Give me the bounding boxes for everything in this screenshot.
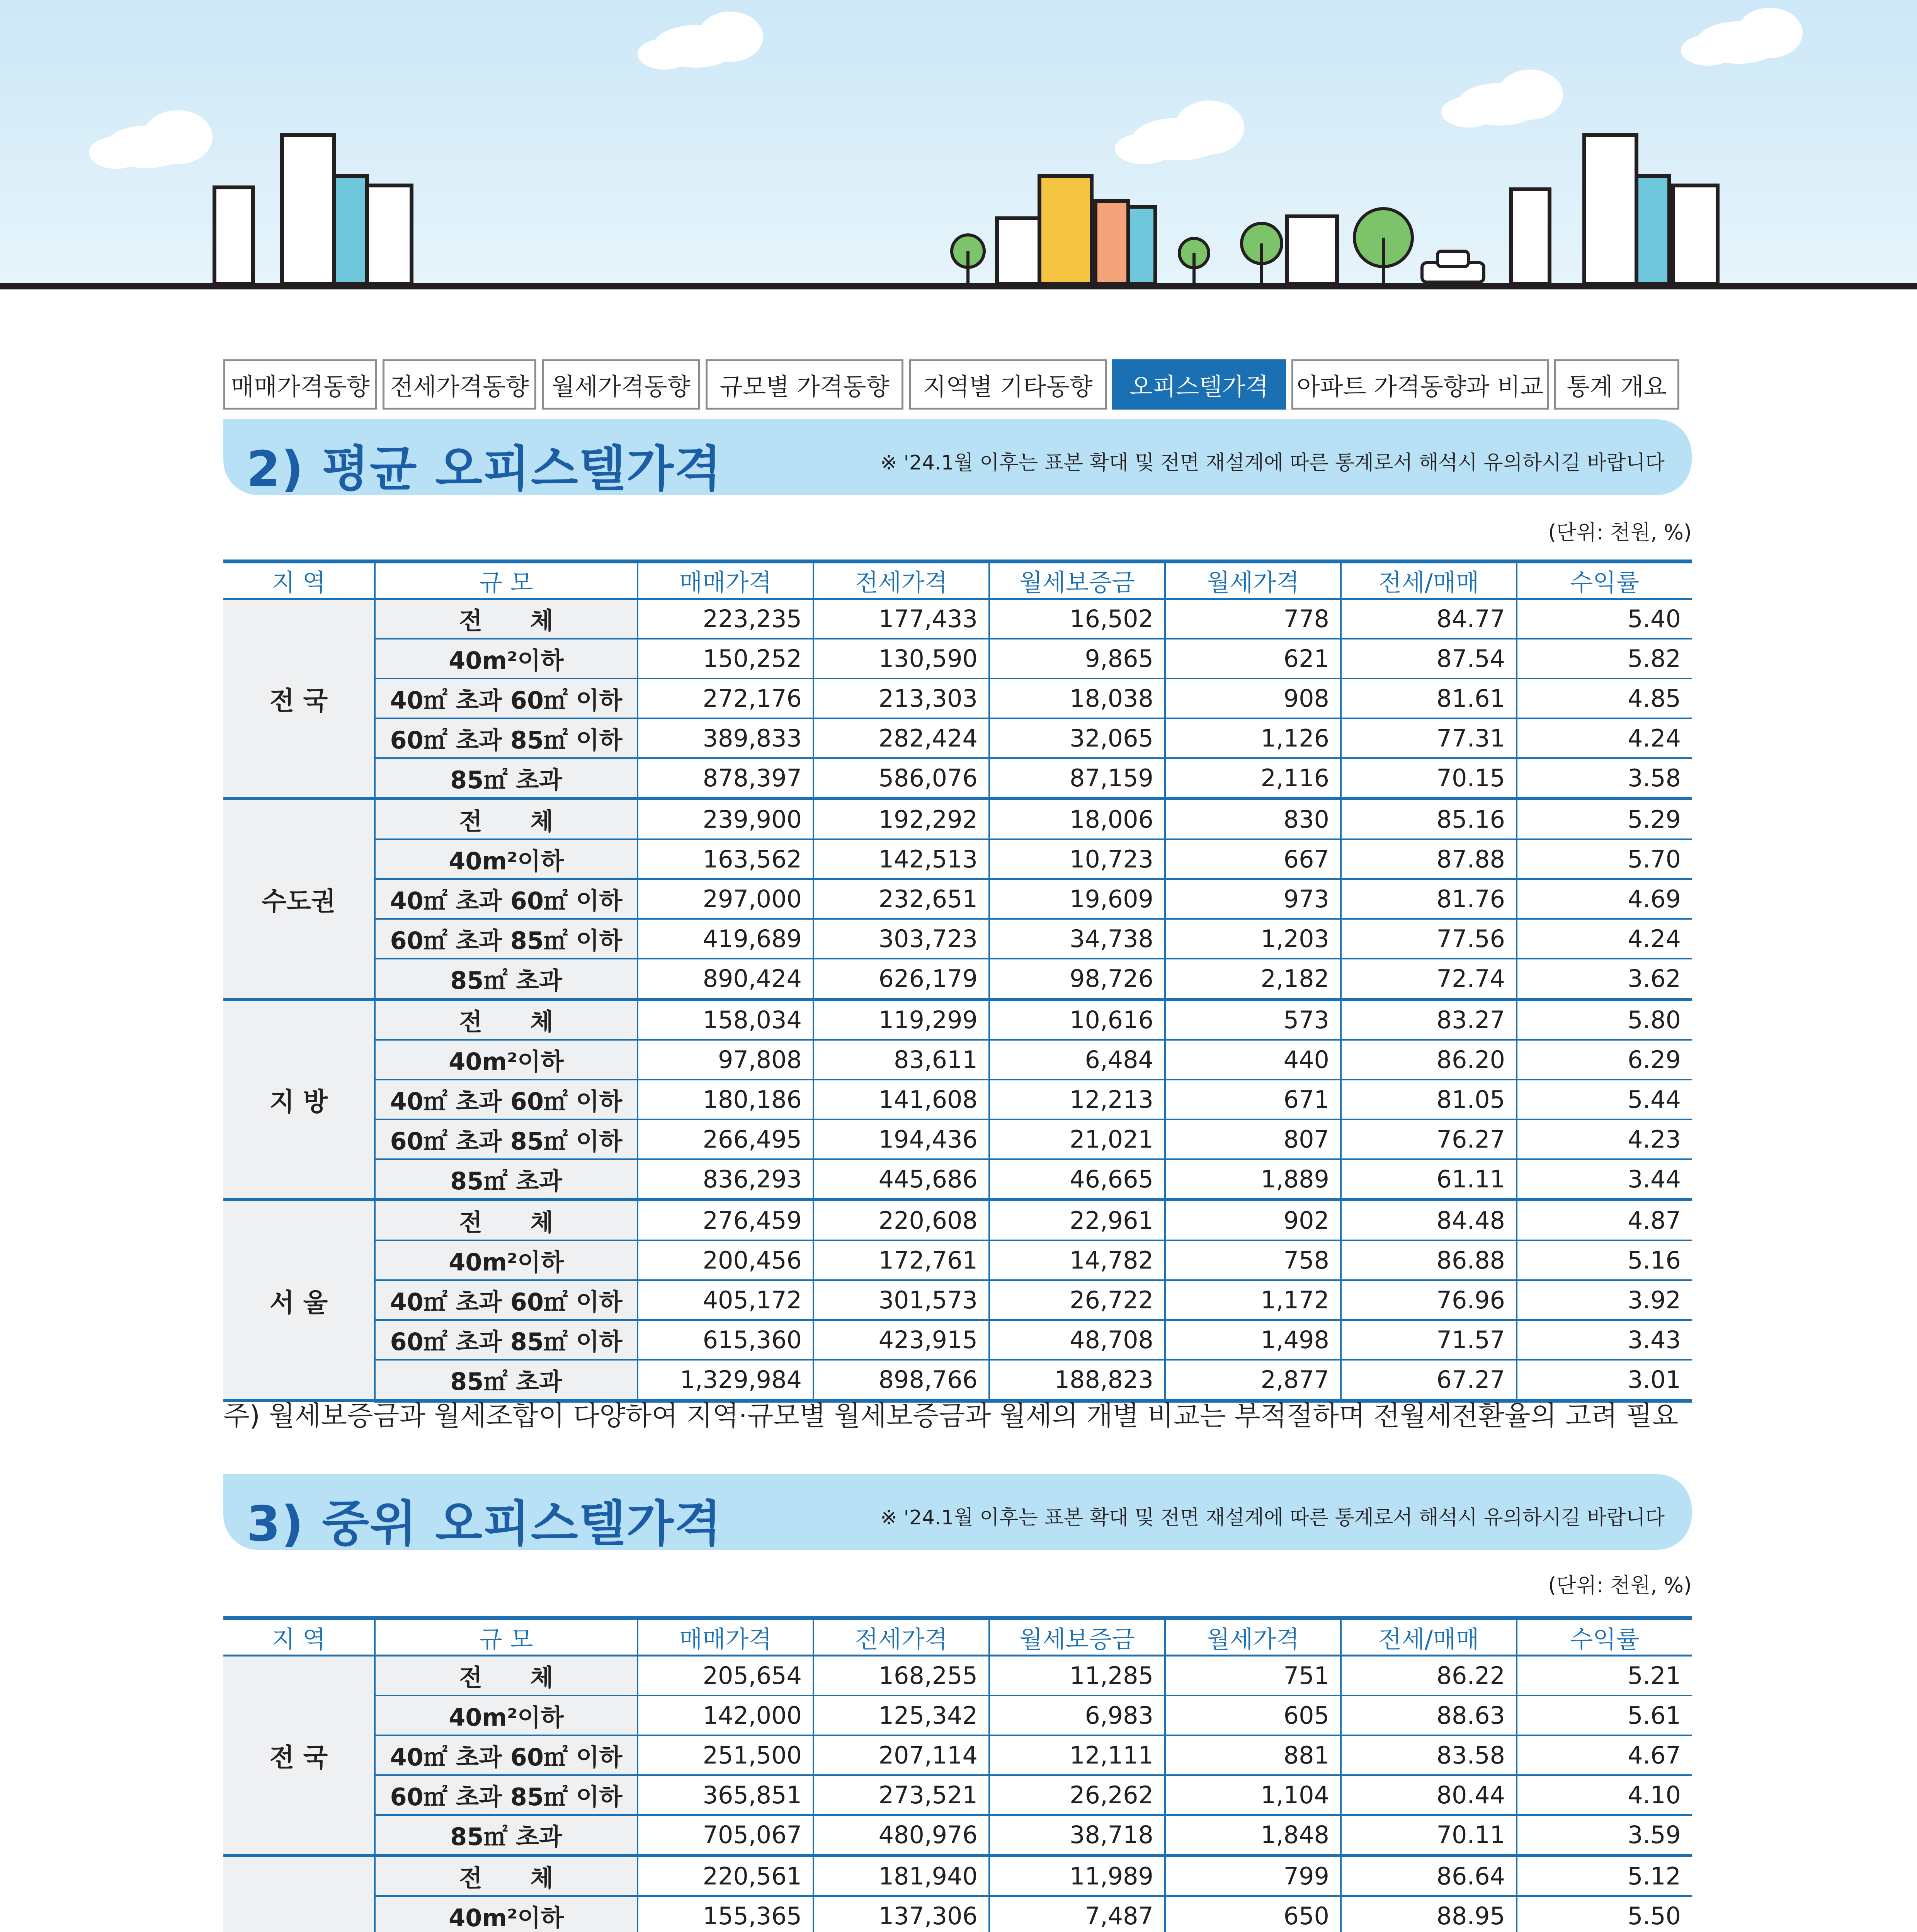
value-cell: 11,989 [989, 1855, 1165, 1896]
value-cell: 77.31 [1341, 718, 1517, 758]
table-row [223, 879, 1692, 919]
value-cell: 830 [1165, 799, 1341, 839]
value-cell: 4.10 [1517, 1775, 1692, 1815]
table-row [223, 1815, 1692, 1855]
value-cell: 46,665 [989, 1159, 1165, 1200]
value-cell: 83.27 [1341, 999, 1517, 1040]
unit-label: (단위: 천원, %) [1548, 520, 1692, 544]
value-cell: 205,654 [638, 1656, 813, 1696]
median-officetel-price-table [223, 1616, 1692, 1932]
value-cell: 239,900 [638, 799, 813, 839]
value-cell: 705,067 [638, 1815, 813, 1855]
value-cell: 365,851 [638, 1775, 813, 1815]
value-cell: 18,006 [989, 799, 1165, 839]
value-cell: 6,983 [989, 1696, 1165, 1735]
value-cell: 445,686 [813, 1159, 989, 1200]
value-cell: 3.58 [1517, 758, 1692, 799]
column-header: 월세가격 [1165, 561, 1341, 599]
table-row [223, 1735, 1692, 1775]
value-cell: 158,034 [638, 999, 813, 1040]
value-cell: 87,159 [989, 758, 1165, 799]
average-officetel-price-table [223, 560, 1692, 1403]
tab-officetel-price[interactable]: 오피스텔가격 [1112, 359, 1286, 410]
value-cell: 98,726 [989, 959, 1165, 999]
value-cell: 297,000 [638, 879, 813, 919]
table-row [223, 1240, 1692, 1280]
skyline-banner [0, 0, 1917, 294]
value-cell: 87.54 [1341, 639, 1517, 679]
value-cell: 5.80 [1517, 999, 1692, 1040]
column-header: 전세/매매 [1341, 561, 1517, 599]
column-header: 규 모 [375, 561, 638, 599]
value-cell: 301,573 [813, 1280, 989, 1320]
table-row [223, 758, 1692, 799]
value-cell: 163,562 [638, 839, 813, 879]
size-cell: 40m²이하 [375, 639, 638, 679]
value-cell: 180,186 [638, 1080, 813, 1119]
table-row [223, 1119, 1692, 1159]
value-cell: 621 [1165, 639, 1341, 679]
region-cell: 수도권 [223, 799, 375, 999]
value-cell: 5.29 [1517, 799, 1692, 839]
section-note: ※ '24.1월 이후는 표본 확대 및 전면 재설계에 따른 통계로서 해석시 유의하시길 바랍니다 [880, 451, 1665, 474]
value-cell: 303,723 [813, 919, 989, 959]
value-cell: 3.59 [1517, 1815, 1692, 1855]
value-cell: 70.15 [1341, 758, 1517, 799]
value-cell: 142,000 [638, 1696, 813, 1735]
table-row [223, 959, 1692, 999]
value-cell: 80.44 [1341, 1775, 1517, 1815]
size-cell: 60㎡ 초과 85㎡ 이하 [375, 718, 638, 758]
value-cell: 650 [1165, 1896, 1341, 1932]
value-cell: 1,104 [1165, 1775, 1341, 1815]
value-cell: 213,303 [813, 679, 989, 718]
size-cell: 85㎡ 초과 [375, 1159, 638, 1200]
size-cell: 40㎡ 초과 60㎡ 이하 [375, 1080, 638, 1119]
value-cell: 2,116 [1165, 758, 1341, 799]
table-row [223, 1656, 1692, 1696]
size-cell: 전 체 [375, 1855, 638, 1896]
value-cell: 881 [1165, 1735, 1341, 1775]
size-cell: 60㎡ 초과 85㎡ 이하 [375, 1119, 638, 1159]
value-cell: 83,611 [813, 1040, 989, 1080]
value-cell: 232,651 [813, 879, 989, 919]
value-cell: 70.11 [1341, 1815, 1517, 1855]
column-header: 월세가격 [1165, 1618, 1341, 1656]
table-row [223, 1080, 1692, 1119]
value-cell: 898,766 [813, 1360, 989, 1401]
table-row [223, 679, 1692, 718]
value-cell: 181,940 [813, 1855, 989, 1896]
value-cell: 389,833 [638, 718, 813, 758]
value-cell: 10,616 [989, 999, 1165, 1040]
value-cell: 667 [1165, 839, 1341, 879]
size-cell: 전 체 [375, 1656, 638, 1696]
value-cell: 3.01 [1517, 1360, 1692, 1401]
value-cell: 671 [1165, 1080, 1341, 1119]
unit-label: (단위: 천원, %) [1548, 1573, 1692, 1597]
value-cell: 2,877 [1165, 1360, 1341, 1401]
value-cell: 1,498 [1165, 1320, 1341, 1360]
value-cell: 5.12 [1517, 1855, 1692, 1896]
table-row [223, 718, 1692, 758]
value-cell: 586,076 [813, 758, 989, 799]
section-header-average [223, 419, 1692, 495]
value-cell: 223,235 [638, 599, 813, 639]
value-cell: 4.24 [1517, 718, 1692, 758]
value-cell: 272,176 [638, 679, 813, 718]
size-cell: 40m²이하 [375, 1696, 638, 1735]
value-cell: 836,293 [638, 1159, 813, 1200]
value-cell: 423,915 [813, 1320, 989, 1360]
value-cell: 3.43 [1517, 1320, 1692, 1360]
size-cell: 전 체 [375, 999, 638, 1040]
value-cell: 130,590 [813, 639, 989, 679]
value-cell: 14,782 [989, 1240, 1165, 1280]
table-row [223, 1696, 1692, 1735]
value-cell: 86.88 [1341, 1240, 1517, 1280]
value-cell: 605 [1165, 1696, 1341, 1735]
footnote: 주) 월세보증금과 월세조합이 다양하여 지역·규모별 월세보증금과 월세의 개별 비교는 부적절하며 전월세전환율의 고려 필요 [223, 1400, 1679, 1432]
value-cell: 5.40 [1517, 599, 1692, 639]
value-cell: 4.69 [1517, 879, 1692, 919]
size-cell: 40m²이하 [375, 839, 638, 879]
value-cell: 177,433 [813, 599, 989, 639]
value-cell: 1,126 [1165, 718, 1341, 758]
value-cell: 86.20 [1341, 1040, 1517, 1080]
size-cell: 40㎡ 초과 60㎡ 이하 [375, 879, 638, 919]
value-cell: 125,342 [813, 1696, 989, 1735]
value-cell: 16,502 [989, 599, 1165, 639]
value-cell: 282,424 [813, 718, 989, 758]
value-cell: 207,114 [813, 1735, 989, 1775]
size-cell: 85㎡ 초과 [375, 758, 638, 799]
value-cell: 119,299 [813, 999, 989, 1040]
value-cell: 22,961 [989, 1200, 1165, 1240]
tab-statistics-overview[interactable]: 통계 개요 [1554, 359, 1679, 410]
value-cell: 5.82 [1517, 639, 1692, 679]
value-cell: 72.74 [1341, 959, 1517, 999]
column-header: 월세보증금 [989, 1618, 1165, 1656]
table-header-row [223, 561, 1692, 599]
value-cell: 18,038 [989, 679, 1165, 718]
value-cell: 573 [1165, 999, 1341, 1040]
tab-size-price-trend[interactable]: 규모별 가격동향 [706, 359, 903, 410]
value-cell: 4.85 [1517, 679, 1692, 718]
table-row [223, 1320, 1692, 1360]
value-cell: 81.05 [1341, 1080, 1517, 1119]
value-cell: 5.70 [1517, 839, 1692, 879]
value-cell: 86.22 [1341, 1656, 1517, 1696]
value-cell: 4.67 [1517, 1735, 1692, 1775]
table-row [223, 1896, 1692, 1932]
value-cell: 440 [1165, 1040, 1341, 1080]
size-cell: 전 체 [375, 799, 638, 839]
tab-regional-other-trend[interactable]: 지역별 기타동향 [909, 359, 1107, 410]
value-cell: 7,487 [989, 1896, 1165, 1932]
table-row [223, 799, 1692, 839]
value-cell: 77.56 [1341, 919, 1517, 959]
column-header: 전세/매매 [1341, 1618, 1517, 1656]
column-header: 규 모 [375, 1618, 638, 1656]
size-cell: 85㎡ 초과 [375, 1360, 638, 1401]
value-cell: 3.44 [1517, 1159, 1692, 1200]
value-cell: 38,718 [989, 1815, 1165, 1855]
size-cell: 전 체 [375, 1200, 638, 1240]
column-header: 매매가격 [638, 1618, 813, 1656]
value-cell: 76.96 [1341, 1280, 1517, 1320]
tab-monthly-rent-trend[interactable]: 월세가격동향 [542, 359, 700, 410]
value-cell: 1,889 [1165, 1159, 1341, 1200]
value-cell: 615,360 [638, 1320, 813, 1360]
value-cell: 6.29 [1517, 1040, 1692, 1080]
value-cell: 137,306 [813, 1896, 989, 1932]
size-cell: 40m²이하 [375, 1240, 638, 1280]
region-cell: 지 방 [223, 999, 375, 1200]
value-cell: 194,436 [813, 1119, 989, 1159]
table-row [223, 839, 1692, 879]
value-cell: 405,172 [638, 1280, 813, 1320]
table-row [223, 639, 1692, 679]
value-cell: 5.44 [1517, 1080, 1692, 1119]
size-cell: 60㎡ 초과 85㎡ 이하 [375, 1320, 638, 1360]
value-cell: 778 [1165, 599, 1341, 639]
value-cell: 973 [1165, 879, 1341, 919]
value-cell: 276,459 [638, 1200, 813, 1240]
value-cell: 81.61 [1341, 679, 1517, 718]
value-cell: 141,608 [813, 1080, 989, 1119]
section-title: 3) 중위 오피스텔가격 [247, 1495, 722, 1552]
value-cell: 807 [1165, 1119, 1341, 1159]
value-cell: 83.58 [1341, 1735, 1517, 1775]
value-cell: 81.76 [1341, 879, 1517, 919]
value-cell: 5.21 [1517, 1656, 1692, 1696]
column-header: 전세가격 [813, 1618, 989, 1656]
column-header: 수익률 [1517, 1618, 1692, 1656]
table-row [223, 999, 1692, 1040]
value-cell: 26,262 [989, 1775, 1165, 1815]
size-cell: 60㎡ 초과 85㎡ 이하 [375, 919, 638, 959]
value-cell: 751 [1165, 1656, 1341, 1696]
table-row [223, 1775, 1692, 1815]
value-cell: 21,021 [989, 1119, 1165, 1159]
value-cell: 76.27 [1341, 1119, 1517, 1159]
value-cell: 19,609 [989, 879, 1165, 919]
value-cell: 88.95 [1341, 1896, 1517, 1932]
value-cell: 155,365 [638, 1896, 813, 1932]
value-cell: 142,513 [813, 839, 989, 879]
value-cell: 84.48 [1341, 1200, 1517, 1240]
column-header: 월세보증금 [989, 561, 1165, 599]
region-cell [223, 1855, 375, 1932]
value-cell: 4.23 [1517, 1119, 1692, 1159]
region-cell: 서 울 [223, 1200, 375, 1401]
value-cell: 32,065 [989, 718, 1165, 758]
value-cell: 11,285 [989, 1656, 1165, 1696]
column-header: 지 역 [223, 561, 375, 599]
value-cell: 192,292 [813, 799, 989, 839]
value-cell: 1,848 [1165, 1815, 1341, 1855]
value-cell: 480,976 [813, 1815, 989, 1855]
value-cell: 1,203 [1165, 919, 1341, 959]
value-cell: 168,255 [813, 1656, 989, 1696]
table-row [223, 1200, 1692, 1240]
size-cell: 40㎡ 초과 60㎡ 이하 [375, 1735, 638, 1775]
size-cell: 85㎡ 초과 [375, 1815, 638, 1855]
value-cell: 88.63 [1341, 1696, 1517, 1735]
table-row [223, 1040, 1692, 1080]
size-cell: 40m²이하 [375, 1896, 638, 1932]
value-cell: 200,456 [638, 1240, 813, 1280]
value-cell: 266,495 [638, 1119, 813, 1159]
value-cell: 85.16 [1341, 799, 1517, 839]
value-cell: 86.64 [1341, 1855, 1517, 1896]
region-cell: 전 국 [223, 599, 375, 799]
size-cell: 85㎡ 초과 [375, 959, 638, 999]
value-cell: 273,521 [813, 1775, 989, 1815]
value-cell: 12,111 [989, 1735, 1165, 1775]
value-cell: 419,689 [638, 919, 813, 959]
table-row [223, 1855, 1692, 1896]
size-cell: 40㎡ 초과 60㎡ 이하 [375, 679, 638, 718]
tab-sale-price-trend[interactable]: 매매가격동향 [223, 359, 377, 410]
value-cell: 799 [1165, 1855, 1341, 1896]
value-cell: 87.88 [1341, 839, 1517, 879]
value-cell: 878,397 [638, 758, 813, 799]
value-cell: 902 [1165, 1200, 1341, 1240]
value-cell: 758 [1165, 1240, 1341, 1280]
value-cell: 4.87 [1517, 1200, 1692, 1240]
value-cell: 9,865 [989, 639, 1165, 679]
value-cell: 908 [1165, 679, 1341, 718]
value-cell: 3.92 [1517, 1280, 1692, 1320]
column-header: 지 역 [223, 1618, 375, 1656]
value-cell: 1,172 [1165, 1280, 1341, 1320]
value-cell: 188,823 [989, 1360, 1165, 1401]
column-header: 전세가격 [813, 561, 989, 599]
value-cell: 26,722 [989, 1280, 1165, 1320]
value-cell: 4.24 [1517, 919, 1692, 959]
size-cell: 60㎡ 초과 85㎡ 이하 [375, 1775, 638, 1815]
value-cell: 10,723 [989, 839, 1165, 879]
value-cell: 5.16 [1517, 1240, 1692, 1280]
tab-jeonse-price-trend[interactable]: 전세가격동향 [383, 359, 536, 410]
section-title: 2) 평균 오피스텔가격 [247, 440, 722, 497]
value-cell: 71.57 [1341, 1320, 1517, 1360]
column-header: 수익률 [1517, 561, 1692, 599]
category-tabs [223, 359, 1685, 410]
section-header-median [223, 1474, 1692, 1550]
value-cell: 220,608 [813, 1200, 989, 1240]
region-cell: 전 국 [223, 1656, 375, 1856]
value-cell: 61.11 [1341, 1159, 1517, 1200]
value-cell: 67.27 [1341, 1360, 1517, 1401]
size-cell: 전 체 [375, 599, 638, 639]
table-row [223, 919, 1692, 959]
size-cell: 40㎡ 초과 60㎡ 이하 [375, 1280, 638, 1320]
value-cell: 5.50 [1517, 1896, 1692, 1932]
section-note: ※ '24.1월 이후는 표본 확대 및 전면 재설계에 따른 통계로서 해석시 유의하시길 바랍니다 [880, 1506, 1665, 1529]
value-cell: 251,500 [638, 1735, 813, 1775]
value-cell: 890,424 [638, 959, 813, 999]
table-header-row [223, 1618, 1692, 1656]
value-cell: 1,329,984 [638, 1360, 813, 1401]
value-cell: 6,484 [989, 1040, 1165, 1080]
size-cell: 40m²이하 [375, 1040, 638, 1080]
table-row [223, 1159, 1692, 1200]
value-cell: 626,179 [813, 959, 989, 999]
table-row [223, 599, 1692, 639]
value-cell: 97,808 [638, 1040, 813, 1080]
value-cell: 34,738 [989, 919, 1165, 959]
value-cell: 172,761 [813, 1240, 989, 1280]
value-cell: 5.61 [1517, 1696, 1692, 1735]
table-row [223, 1280, 1692, 1320]
value-cell: 12,213 [989, 1080, 1165, 1119]
value-cell: 150,252 [638, 639, 813, 679]
column-header: 매매가격 [638, 561, 813, 599]
value-cell: 48,708 [989, 1320, 1165, 1360]
tab-apartment-comparison[interactable]: 아파트 가격동향과 비교 [1291, 359, 1549, 410]
value-cell: 2,182 [1165, 959, 1341, 999]
value-cell: 84.77 [1341, 599, 1517, 639]
value-cell: 220,561 [638, 1855, 813, 1896]
value-cell: 3.62 [1517, 959, 1692, 999]
